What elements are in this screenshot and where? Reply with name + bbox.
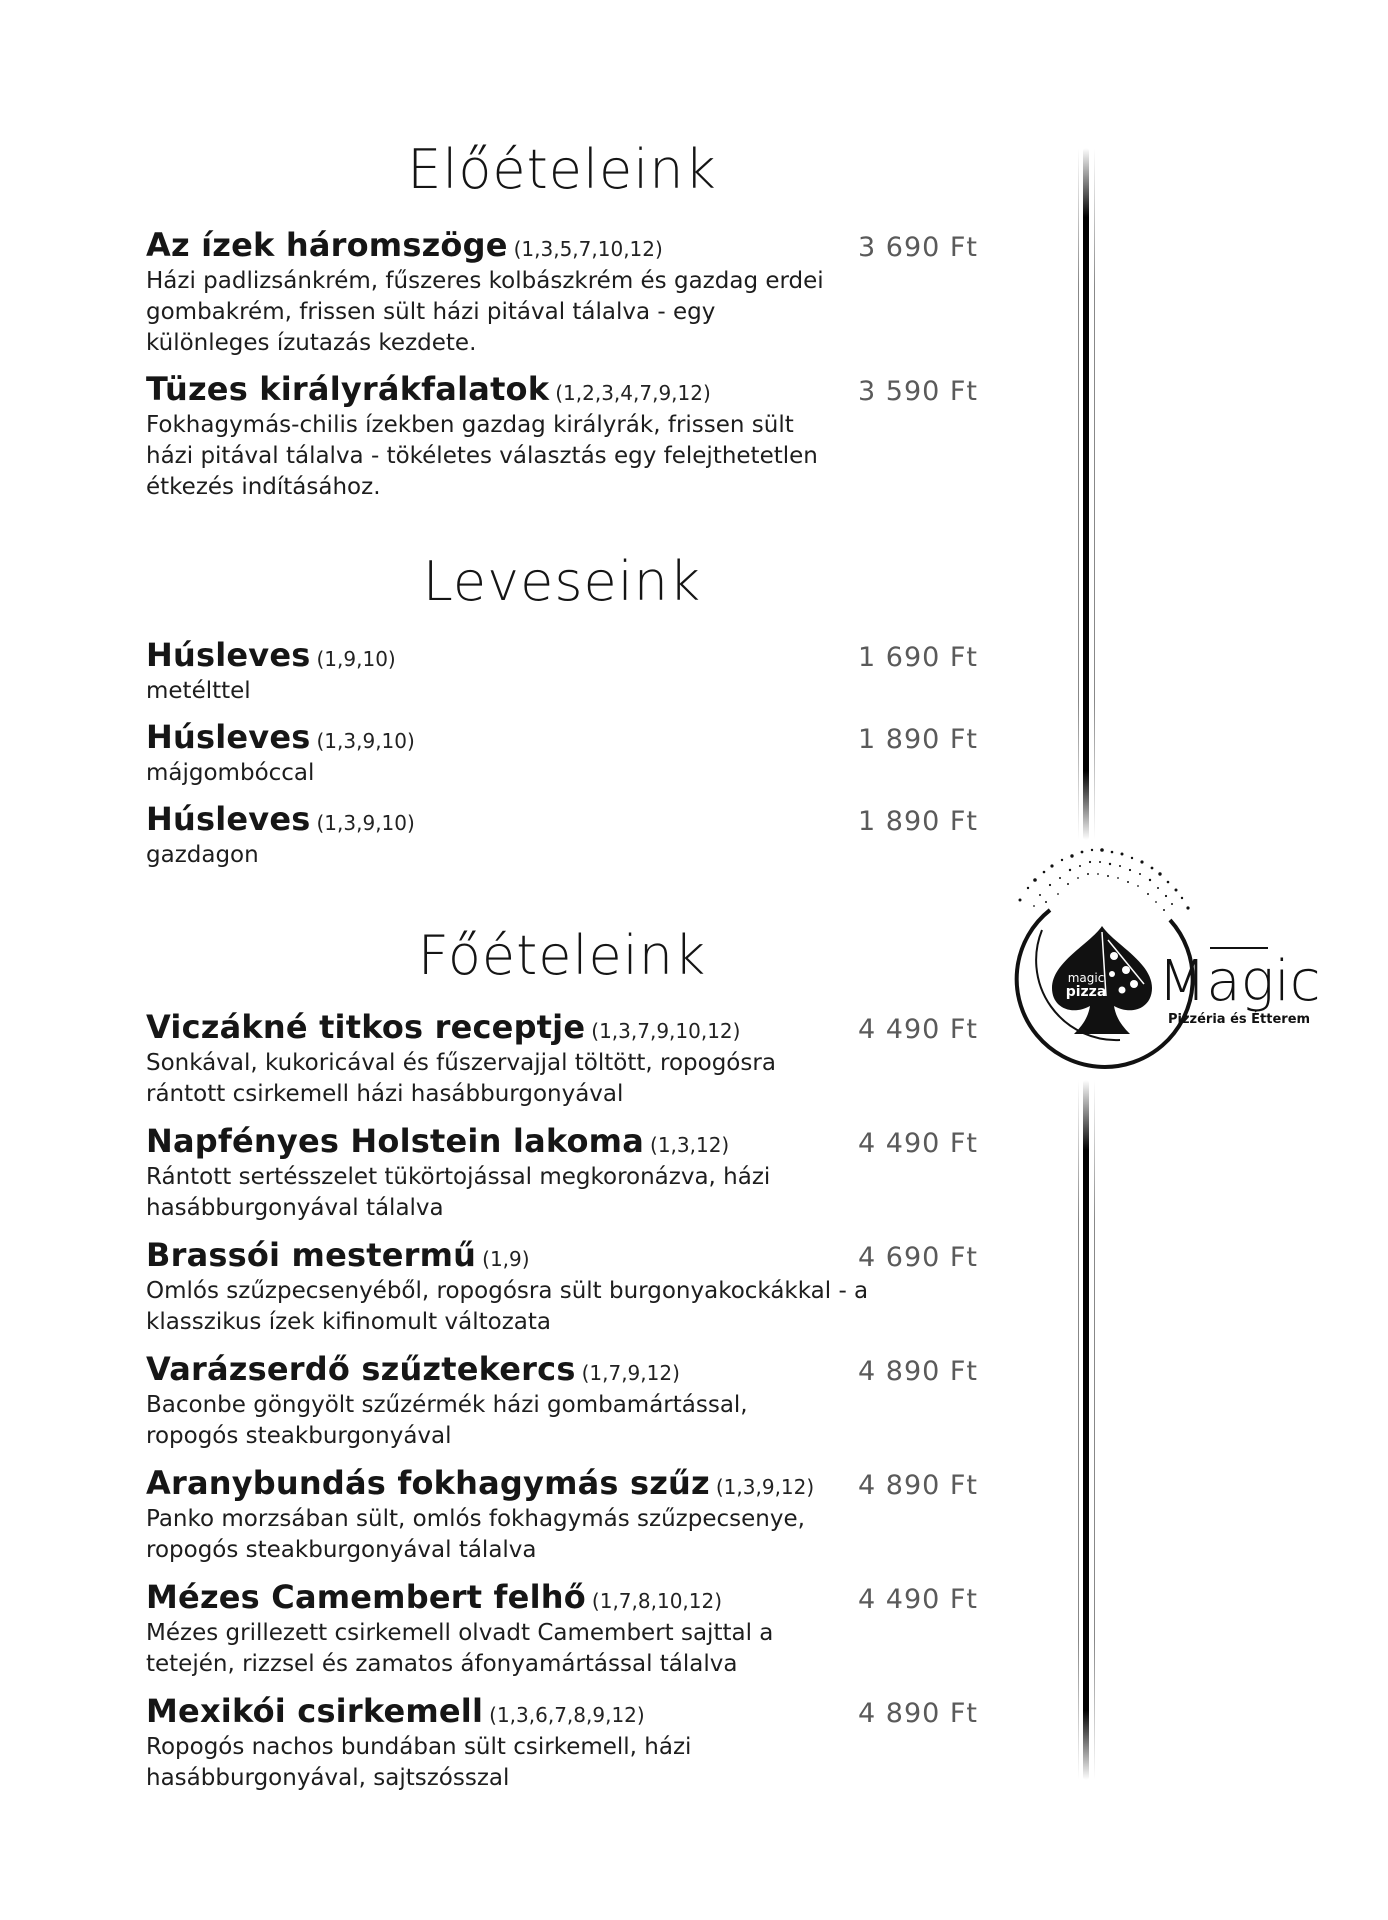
item-description: Omlós szűzpecsenyéből, ropogósra sült burgonyakockákkal - a klasszikus ízek kifinomult változata — [146, 1278, 869, 1335]
item-price: 1 890 Ft — [858, 806, 978, 837]
item-name: Viczákné titkos receptje — [146, 1008, 586, 1046]
item-description: Panko morzsában sült, omlós fokhagymás szűzpecsenye, ropogós steakburgonyával tálalva — [146, 1506, 805, 1563]
menu-item — [146, 370, 978, 503]
item-allergens: (1,3,9,10) — [316, 811, 415, 835]
item-name: Az ízek háromszöge — [146, 226, 508, 264]
item-allergens: (1,2,3,4,7,9,12) — [555, 381, 711, 405]
item-header — [146, 1008, 978, 1050]
item-name: Varázserdő szűztekercs — [146, 1350, 576, 1388]
divider-line — [1078, 148, 1079, 840]
item-price: 4 890 Ft — [858, 1470, 978, 1501]
logo-brand: Magic — [1158, 949, 1321, 1014]
item-header — [146, 370, 978, 412]
item-description: májgombóccal — [146, 760, 315, 786]
menu-item — [146, 226, 978, 359]
item-name: Napfényes Holstein lakoma — [146, 1122, 645, 1160]
item-description: Mézes grillezett csirkemell olvadt Camembert sajttal a tetején, rizzsel és zamatos áfonyamártással tálalva — [146, 1620, 774, 1677]
logo-badge-bottom: pizza — [1065, 984, 1107, 1000]
item-description: metélttel — [146, 678, 251, 704]
logo-badge-top: magic — [1067, 971, 1105, 985]
item-name: Aranybundás fokhagymás szűz — [146, 1464, 710, 1502]
item-price: 3 590 Ft — [858, 376, 978, 407]
item-name: Húsleves — [146, 718, 311, 756]
section-title-starters: Előételeink — [407, 138, 717, 201]
divider-line — [1078, 1080, 1079, 1780]
item-allergens: (1,3,12) — [650, 1133, 730, 1157]
menu-item — [146, 1350, 978, 1452]
item-price: 4 490 Ft — [858, 1584, 978, 1615]
item-allergens: (1,3,7,9,10,12) — [591, 1019, 741, 1043]
item-description: Házi padlizsánkrém, fűszeres kolbászkrém és gazdag erdei gombakrém, frissen sült házi pitával tálalva - egy különleges ízutazás kezdete. — [146, 268, 824, 356]
item-description: Baconbe göngyölt szűzérmék házi gombamártással, ropogós steakburgonyával — [146, 1392, 748, 1449]
item-description: gazdagon — [146, 842, 259, 868]
item-name: Mézes Camembert felhő — [146, 1578, 586, 1616]
menu-item — [146, 1122, 978, 1224]
item-header — [146, 1350, 978, 1392]
item-price: 4 690 Ft — [858, 1242, 978, 1273]
item-description: Ropogós nachos bundában sült csirkemell, házi hasábburgonyával, sajtszósszal — [146, 1734, 692, 1791]
item-allergens: (1,3,6,7,8,9,12) — [489, 1703, 645, 1727]
item-allergens: (1,3,9,10) — [316, 729, 415, 753]
logo-graphic — [1000, 840, 1330, 1080]
menu-item — [146, 1236, 978, 1338]
divider-line — [1083, 1080, 1089, 1780]
item-header — [146, 1122, 978, 1164]
item-description: Sonkával, kukoricával és fűszervajjal töltött, ropogósra rántott csirkemell házi hasábburgonyával — [146, 1050, 776, 1107]
item-price: 3 690 Ft — [858, 232, 978, 263]
logo-subtitle: Pizzéria és Étterem — [1168, 1012, 1311, 1027]
item-price: 4 890 Ft — [858, 1698, 978, 1729]
section-title-soups: Leveseink — [422, 550, 702, 613]
item-price: 1 890 Ft — [858, 724, 978, 755]
item-header — [146, 636, 978, 678]
item-header — [146, 718, 978, 760]
menu-item — [146, 1578, 978, 1680]
item-header — [146, 1464, 978, 1506]
section-title-mains: Főételeink — [417, 924, 707, 987]
menu-item — [146, 800, 978, 871]
item-header — [146, 1578, 978, 1620]
item-header — [146, 800, 978, 842]
divider-line — [1083, 148, 1089, 840]
item-allergens: (1,3,9,12) — [715, 1475, 815, 1499]
speckle-arc — [1019, 848, 1190, 911]
spade-pizza-icon — [1052, 926, 1152, 1034]
menu-item — [146, 636, 978, 707]
menu-item — [146, 1464, 978, 1566]
item-price: 4 490 Ft — [858, 1128, 978, 1159]
item-allergens: (1,9,10) — [316, 647, 396, 671]
item-header — [146, 226, 978, 268]
item-price: 1 690 Ft — [858, 642, 978, 673]
item-name: Húsleves — [146, 800, 311, 838]
menu-item — [146, 1692, 978, 1794]
item-header — [146, 1236, 978, 1278]
item-name: Húsleves — [146, 636, 311, 674]
item-allergens: (1,9) — [482, 1247, 530, 1271]
divider-line — [1094, 1080, 1095, 1780]
item-name: Mexikói csirkemell — [146, 1692, 484, 1730]
item-price: 4 490 Ft — [858, 1014, 978, 1045]
item-header — [146, 1692, 978, 1734]
item-name: Tüzes királyrákfalatok — [146, 370, 550, 408]
item-description: Fokhagymás-chilis ízekben gazdag királyrák, frissen sült házi pitával tálalva - tökéletes választás egy felejthetetlen étkezés indításához. — [146, 412, 818, 500]
item-price: 4 890 Ft — [858, 1356, 978, 1387]
menu-item — [146, 1008, 978, 1110]
menu-item — [146, 718, 978, 789]
item-allergens: (1,3,5,7,10,12) — [513, 237, 663, 261]
item-name: Brassói mestermű — [146, 1236, 477, 1274]
item-description: Rántott sertésszelet tükörtojással megkoronázva, házi hasábburgonyával tálalva — [146, 1164, 771, 1221]
restaurant-logo — [1000, 840, 1330, 1080]
item-allergens: (1,7,8,10,12) — [591, 1589, 723, 1613]
divider-line — [1094, 148, 1095, 840]
item-allergens: (1,7,9,12) — [581, 1361, 680, 1385]
